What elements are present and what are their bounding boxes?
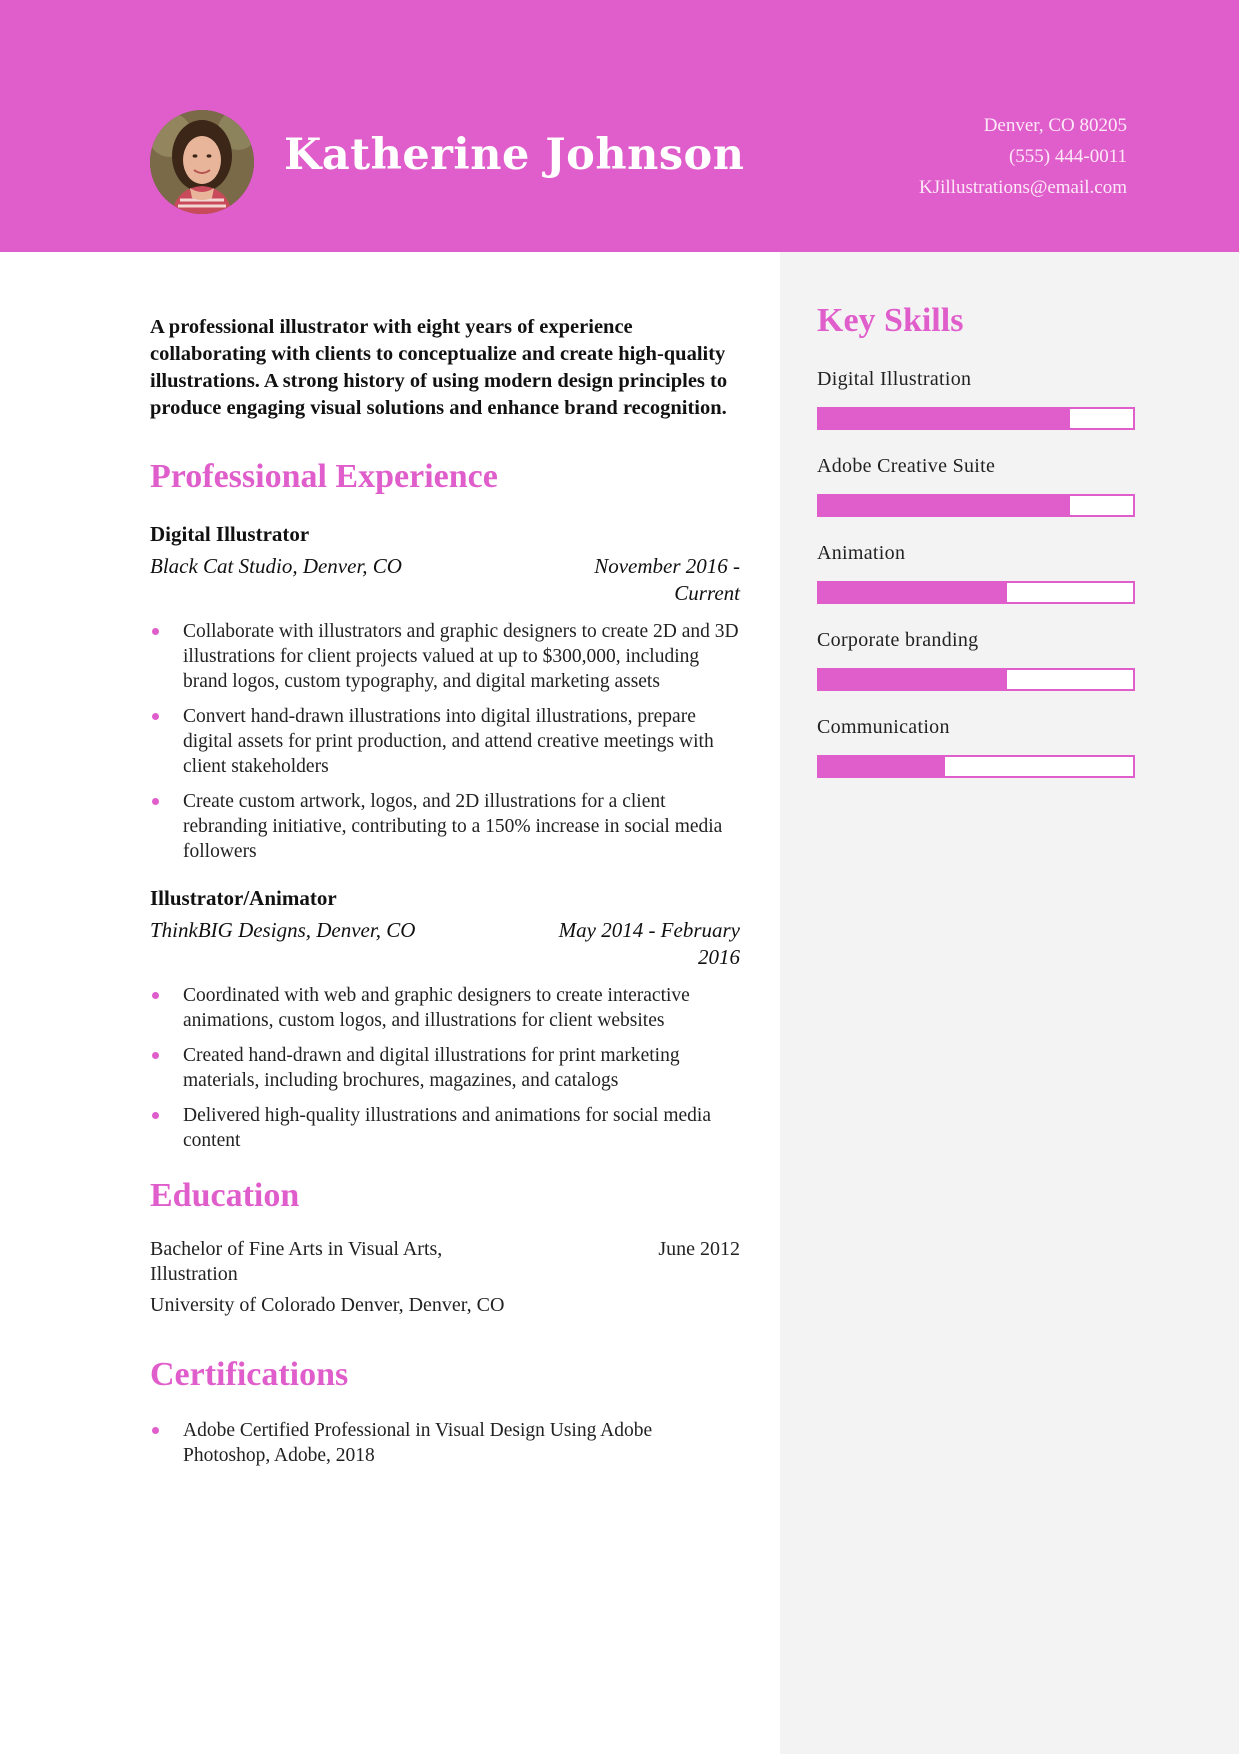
skill-level-fill [819, 670, 1007, 689]
job-meta [150, 553, 740, 607]
education-school: University of Colorado Denver, Denver, CO [150, 1294, 505, 1316]
contact-phone[interactable]: (555) 444-0011 [1008, 146, 1127, 167]
job-dates: November 2016 - Current [594, 554, 740, 605]
skill-level-fill [819, 583, 1007, 602]
list-item: Create custom artwork, logos, and 2D illustrations for a client rebranding initiative, contributing to a 150% increase in social media followers [150, 789, 740, 864]
skill-name: Animation [817, 542, 906, 564]
skill-level-bar [817, 407, 1135, 430]
profile-photo-icon [150, 110, 254, 214]
list-item: Coordinated with web and graphic designers to create interactive animations, custom logos, and illustrations for client websites [150, 983, 740, 1033]
skill-level-bar [817, 581, 1135, 604]
skill-name: Corporate branding [817, 629, 979, 651]
job-bullets [150, 983, 740, 1153]
education-degree: Bachelor of Fine Arts in Visual Arts, Illustration [150, 1238, 443, 1285]
list-item: Convert hand-drawn illustrations into digital illustrations, prepare digital assets for print production, and attend creative meetings with client stakeholders [150, 704, 740, 779]
certifications-heading: Certifications [150, 1356, 349, 1393]
skill-item [817, 542, 1135, 604]
skill-item [817, 629, 1135, 691]
skill-item [817, 455, 1135, 517]
skill-level-bar [817, 494, 1135, 517]
job-dates: May 2014 - February 2016 [558, 918, 740, 969]
contact-address: Denver, CO 80205 [983, 115, 1127, 136]
skill-name: Digital Illustration [817, 368, 972, 390]
job-title: Digital Illustrator [150, 522, 310, 546]
skill-level-fill [819, 496, 1070, 515]
job-entry [150, 522, 740, 864]
education-entry [150, 1237, 740, 1287]
job-company: ThinkBIG Designs, Denver, CO [150, 918, 416, 942]
education-date: June 2012 [658, 1238, 740, 1260]
skill-level-fill [819, 409, 1070, 428]
list-item: Created hand-drawn and digital illustrations for print marketing materials, including brochures, magazines, and catalogs [150, 1043, 740, 1093]
skill-level-bar [817, 668, 1135, 691]
list-item: Delivered high-quality illustrations and animations for social media content [150, 1103, 740, 1153]
contact-info [919, 110, 1127, 203]
candidate-name: Katherine Johnson [284, 130, 745, 180]
job-company: Black Cat Studio, Denver, CO [150, 554, 402, 578]
job-title: Illustrator/Animator [150, 886, 337, 910]
skill-name: Communication [817, 716, 950, 738]
skill-item [817, 716, 1135, 778]
skill-level-fill [819, 757, 945, 776]
main-content [150, 314, 740, 1478]
key-skills-heading: Key Skills [817, 302, 964, 339]
education-heading: Education [150, 1177, 300, 1214]
job-bullets [150, 619, 740, 864]
list-item: Collaborate with illustrators and graphic designers to create 2D and 3D illustrations for client projects valued at up to $300,000, including brand logos, custom typography, and digital marketing assets [150, 619, 740, 694]
experience-heading: Professional Experience [150, 458, 498, 495]
contact-email[interactable]: KJillustrations@email.com [919, 177, 1127, 198]
certifications-list [150, 1418, 740, 1468]
professional-summary: A professional illustrator with eight years of experience collaborating with clients to conceptualize and create high-quality illustrations. A strong history of using modern design principles to produce engaging visual solutions and enhance brand recognition. [150, 316, 728, 419]
list-item: Adobe Certified Professional in Visual Design Using Adobe Photoshop, Adobe, 2018 [150, 1418, 740, 1468]
job-entry [150, 886, 740, 1153]
job-meta [150, 917, 740, 971]
skill-name: Adobe Creative Suite [817, 455, 996, 477]
skill-level-bar [817, 755, 1135, 778]
skill-item [817, 368, 1135, 430]
education-school-row [150, 1293, 740, 1318]
avatar [150, 110, 254, 214]
header-banner [0, 0, 1239, 252]
